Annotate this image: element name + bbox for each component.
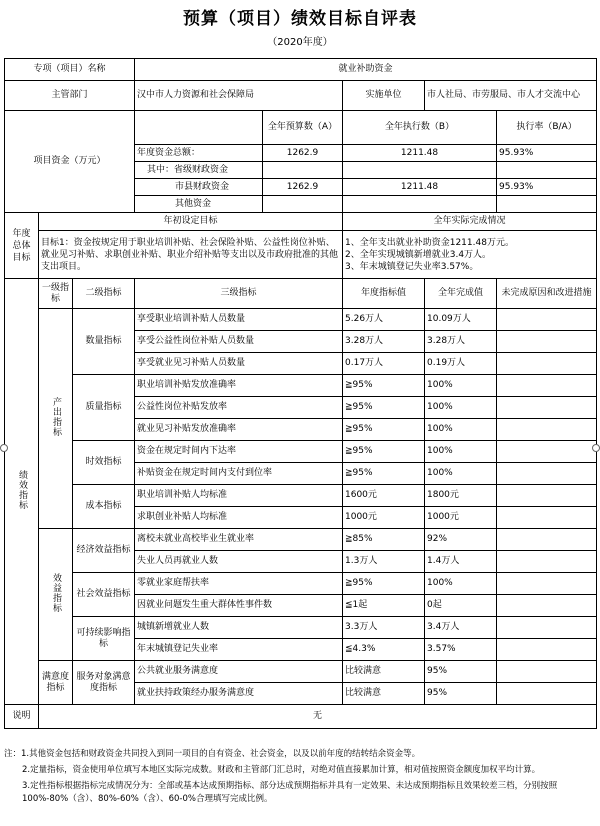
funds-row-rate: 95.93% (497, 145, 597, 162)
indicator-reason (497, 397, 597, 419)
dept-value: 汉中市人力资源和社会保障局 (135, 81, 343, 111)
perf-header-reason: 未完成原因和改进措施 (497, 279, 597, 309)
funds-row-name: 市县财政资金 (135, 179, 263, 196)
indicator-actual: 100% (425, 441, 497, 463)
goal-done-text (343, 231, 597, 279)
funds-row-exec (343, 196, 497, 213)
indicator-actual: 95% (425, 683, 497, 705)
indicator-name: 失业人员再就业人数 (135, 551, 343, 573)
indicator-target: 3.3万人 (343, 617, 425, 639)
funds-row-budget: 1262.9 (263, 145, 343, 162)
indicator-name: 就业见习补贴发放准确率 (135, 419, 343, 441)
indicator-name: 职业培训补贴人均标准 (135, 485, 343, 507)
indicator-reason (497, 309, 597, 331)
indicator-reason (497, 529, 597, 551)
indicator-reason (497, 419, 597, 441)
level2-timeliness: 时效指标 (73, 441, 135, 485)
indicator-target: 1600元 (343, 485, 425, 507)
indicator-actual: 1000元 (425, 507, 497, 529)
funds-row-exec: 1211.48 (343, 145, 497, 162)
perf-header-target: 年度指标值 (343, 279, 425, 309)
indicator-actual: 100% (425, 573, 497, 595)
footnote: 3.定性指标根据指标完成情况分为：全部或基本达成预期指标、部分达成预期指标并具有一定效果、未达成预期指标且效果较差三档，分别按照100%-80%（含）、80%-60%（含）、60-0%合理填写完成比例。 (22, 781, 558, 804)
indicator-reason (497, 551, 597, 573)
perf-header-level1: 一级指标 (39, 279, 73, 309)
goal-set-header: 年初设定目标 (39, 213, 343, 231)
indicator-actual: 95% (425, 661, 497, 683)
indicator-reason (497, 661, 597, 683)
perf-header-actual: 全年完成值 (425, 279, 497, 309)
indicator-target: 3.28万人 (343, 331, 425, 353)
level2-quality: 质量指标 (73, 375, 135, 441)
funds-row-budget (263, 196, 343, 213)
goal-done-line: 2、全年实现城镇新增就业3.4万人。 (345, 249, 492, 260)
indicator-target: ≧95% (343, 375, 425, 397)
project-name-value: 就业补助资金 (135, 59, 597, 81)
indicator-target: ≧95% (343, 573, 425, 595)
indicator-target: ≧95% (343, 419, 425, 441)
indicator-name: 离校未就业高校毕业生就业率 (135, 529, 343, 551)
indicator-name: 享受就业见习补贴人员数量 (135, 353, 343, 375)
level2-cost: 成本指标 (73, 485, 135, 529)
indicator-target: ≦1起 (343, 595, 425, 617)
indicator-actual: 100% (425, 375, 497, 397)
remark-label: 说明 (5, 705, 39, 729)
indicator-target: 0.17万人 (343, 353, 425, 375)
footnotes (4, 748, 596, 809)
project-name-label: 专项（项目）名称 (5, 59, 135, 81)
annual-goal-label: 年度总体目标 (5, 213, 39, 279)
indicator-actual: 3.57% (425, 639, 497, 661)
impl-unit-label: 实施单位 (343, 81, 425, 111)
indicator-reason (497, 683, 597, 705)
indicator-name: 补贴资金在规定时间内支付到位率 (135, 463, 343, 485)
funds-row-name: 年度资金总额： (135, 145, 263, 162)
indicator-reason (497, 485, 597, 507)
level1-output: 产出指标 (39, 309, 73, 529)
funds-header-blank (135, 111, 263, 145)
level2-quantity: 数量指标 (73, 309, 135, 375)
funds-label: 项目资金（万元） (5, 111, 135, 213)
footnote: 注：1.其他资金包括和财政资金共同投入到同一项目的自有资金、社会资金，以及以前年度的结转结余资金等。 (4, 749, 421, 759)
goal-done-header: 全年实际完成情况 (343, 213, 597, 231)
indicator-name: 求职创业补贴人均标准 (135, 507, 343, 529)
remark-value: 无 (39, 705, 597, 729)
goal-done-line: 3、年末城镇登记失业率3.57%。 (345, 261, 479, 272)
indicator-actual: 1.4万人 (425, 551, 497, 573)
evaluation-table (4, 58, 597, 729)
funds-row-budget: 1262.9 (263, 179, 343, 196)
funds-row-rate (497, 196, 597, 213)
footnote: 2.定量指标，资金使用单位填写本地区实际完成数。财政和主管部门汇总时，对绝对值直接累加计算，相对值按照资金额度加权平均计算。 (22, 765, 541, 775)
dept-label: 主管部门 (5, 81, 135, 111)
indicator-name: 资金在规定时间内下达率 (135, 441, 343, 463)
indicator-target: 比较满意 (343, 661, 425, 683)
indicator-reason (497, 573, 597, 595)
indicator-name: 享受职业培训补贴人员数量 (135, 309, 343, 331)
level1-satisfaction: 满意度指标 (39, 661, 73, 705)
level2-economic: 经济效益指标 (73, 529, 135, 573)
goal-set-text: 目标1：资金按规定用于职业培训补贴、社会保险补贴、公益性岗位补贴、就业见习补贴、求职创业补贴、职业介绍补贴等支出以及市政府批准的其他支出项目。 (39, 231, 343, 279)
funds-row-budget (263, 162, 343, 179)
indicator-name: 公共就业服务满意度 (135, 661, 343, 683)
indicator-target: ≧85% (343, 529, 425, 551)
indicator-actual: 0起 (425, 595, 497, 617)
indicator-reason (497, 639, 597, 661)
indicator-target: ≧95% (343, 397, 425, 419)
level1-benefit: 效益指标 (39, 529, 73, 661)
indicator-target: ≧95% (343, 441, 425, 463)
indicator-target: ≦4.3% (343, 639, 425, 661)
indicator-target: ≧95% (343, 463, 425, 485)
margin-marker-right (592, 444, 600, 452)
funds-row-exec (343, 162, 497, 179)
indicator-name: 享受公益性岗位补贴人员数量 (135, 331, 343, 353)
indicator-target: 1.3万人 (343, 551, 425, 573)
indicator-actual: 100% (425, 397, 497, 419)
perf-header-level3: 三级指标 (135, 279, 343, 309)
indicator-reason (497, 595, 597, 617)
indicator-actual: 92% (425, 529, 497, 551)
indicator-reason (497, 617, 597, 639)
goal-done-line: 1、全年支出就业补助资金1211.48万元。 (345, 237, 514, 248)
indicator-reason (497, 463, 597, 485)
funds-col-budget: 全年预算数（A） (263, 111, 343, 145)
indicator-name: 因就业问题发生重大群体性事件数 (135, 595, 343, 617)
page-title: 预算（项目）绩效目标自评表 (183, 9, 417, 29)
level2-service-satisfaction: 服务对象满意度指标 (73, 661, 135, 705)
indicator-name: 年末城镇登记失业率 (135, 639, 343, 661)
indicator-reason (497, 353, 597, 375)
indicator-actual: 10.09万人 (425, 309, 497, 331)
indicator-actual: 3.28万人 (425, 331, 497, 353)
indicator-actual: 0.19万人 (425, 353, 497, 375)
indicator-name: 城镇新增就业人数 (135, 617, 343, 639)
indicator-reason (497, 331, 597, 353)
indicator-reason (497, 375, 597, 397)
indicator-name: 零就业家庭帮扶率 (135, 573, 343, 595)
funds-col-exec: 全年执行数（B） (343, 111, 497, 145)
funds-row-name: 其他资金 (135, 196, 263, 213)
indicator-name: 就业扶持政策经办服务满意度 (135, 683, 343, 705)
indicator-actual: 3.4万人 (425, 617, 497, 639)
indicator-target: 5.26万人 (343, 309, 425, 331)
indicator-name: 公益性岗位补贴发放率 (135, 397, 343, 419)
funds-col-rate: 执行率（B/A） (497, 111, 597, 145)
year-label: （2020年度） (267, 37, 333, 48)
indicator-target: 1000元 (343, 507, 425, 529)
margin-marker-left (0, 444, 8, 452)
perf-label: 绩效指标 (5, 279, 39, 705)
perf-header-level2: 二级指标 (73, 279, 135, 309)
funds-row-rate: 95.93% (497, 179, 597, 196)
indicator-actual: 1800元 (425, 485, 497, 507)
indicator-reason (497, 441, 597, 463)
indicator-name: 职业培训补贴发放准确率 (135, 375, 343, 397)
funds-row-name: 其中：省级财政资金 (135, 162, 263, 179)
indicator-actual: 100% (425, 463, 497, 485)
indicator-target: 比较满意 (343, 683, 425, 705)
indicator-reason (497, 507, 597, 529)
indicator-actual: 100% (425, 419, 497, 441)
level2-sustainable: 可持续影响指标 (73, 617, 135, 661)
funds-row-exec: 1211.48 (343, 179, 497, 196)
impl-unit-value: 市人社局、市劳服局、市人才交流中心 (425, 81, 597, 111)
funds-row-rate (497, 162, 597, 179)
level2-social: 社会效益指标 (73, 573, 135, 617)
